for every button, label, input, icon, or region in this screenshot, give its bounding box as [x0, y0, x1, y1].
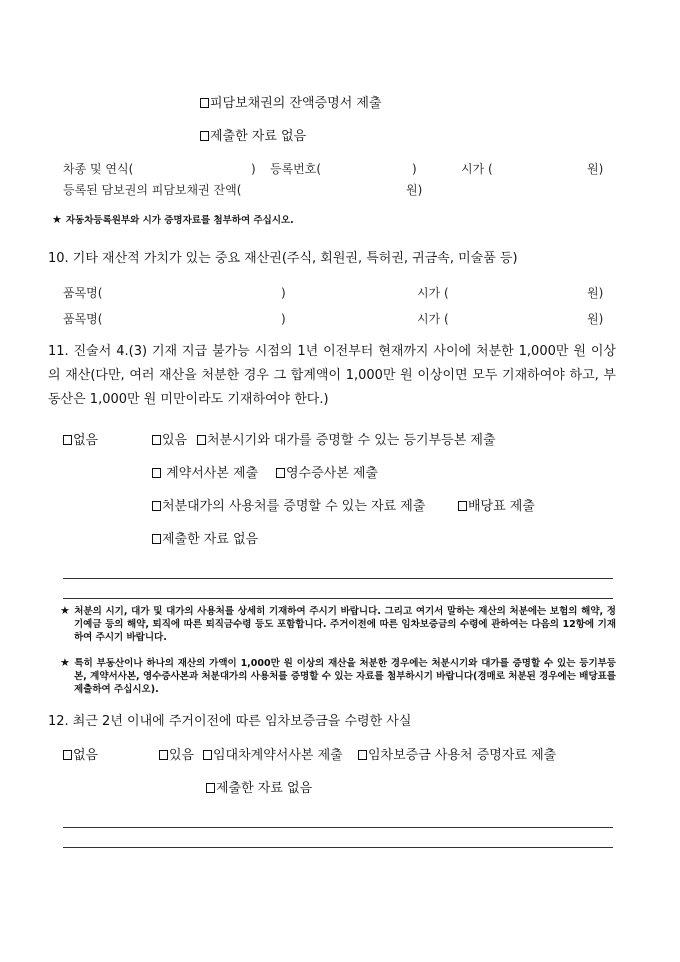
checkbox-icon[interactable] — [152, 534, 161, 544]
label-car-type-year: 차종 및 연식( — [63, 162, 134, 176]
checkbox-icon[interactable] — [152, 468, 161, 478]
star-icon: ★ — [60, 604, 71, 617]
option-no-document-top[interactable]: 제출한 자료 없음 — [200, 129, 306, 145]
checkbox-icon[interactable] — [63, 435, 72, 445]
option-none-11[interactable]: 없음 — [63, 433, 98, 449]
write-line[interactable] — [63, 578, 613, 579]
option-no-document-11[interactable]: 제출한 자료 없음 — [152, 532, 258, 548]
paren-close: ) — [412, 162, 417, 176]
section-10-heading: 10. 기타 재산적 가치가 있는 중요 재산권(주식, 회원권, 특허권, 귀금속, 미술품 등) — [48, 251, 518, 266]
checkbox-icon[interactable] — [63, 750, 72, 760]
note-real-estate-disposal: ★ 특히 부동산이나 하나의 재산의 가액이 1,000만 원 이상의 재산을 처분한 경우에는 처분시기와 대가를 증명할 수 있는 등기부등본, 계약서사본, 영수증사본과 처분대가의 사용처를 증명할 수 있는 자료를 첨부하시기 바랍니다(경매로 처분된 경우에는 배당표를 제출하여 주십시오). — [60, 656, 616, 695]
section-12-heading: 12. 최근 2년 이내에 주거이전에 따른 임차보증금을 수령한 사실 — [48, 714, 412, 729]
option-lease-contract[interactable]: 임대차계약서사본 제출 — [203, 748, 343, 764]
paren-close: ) — [281, 312, 286, 326]
write-line[interactable] — [63, 598, 613, 599]
label-registered-balance: 등록된 담보권의 피담보채권 잔액( — [63, 183, 242, 197]
label-won: 원) — [587, 312, 604, 326]
checkbox-icon[interactable] — [458, 501, 467, 511]
label-registration-number: 등록번호( — [270, 162, 322, 176]
option-distribution-table[interactable]: 배당표 제출 — [458, 499, 535, 515]
label-won: 원) — [587, 162, 604, 176]
label-won: 원) — [587, 286, 604, 300]
paren-close: ) — [281, 286, 286, 300]
write-line[interactable] — [63, 847, 613, 848]
section-11-heading: 11. 진술서 4.(3) 기재 지급 불가능 시점의 1년 이전부터 현재까지 사이에 처분한 1,000만 원 이상의 재산(다만, 여러 재산을 처분한 경우 그 합계액이 1,000만 원 이상이면 모두 기재하여야 하고, 부동산은 1,000만 원 미만이라도 기재하여야 한다.) — [48, 344, 616, 407]
label-item-name: 품목명( — [63, 312, 103, 326]
note-vehicle-attach: ★ 자동차등록원부와 시가 증명자료를 첨부하여 주십시오. — [52, 213, 294, 226]
label-market-price: 시가 ( — [461, 162, 493, 176]
option-balance-certificate[interactable]: 피담보채권의 잔액증명서 제출 — [200, 96, 382, 112]
checkbox-icon[interactable] — [159, 750, 168, 760]
label-market-price: 시가 ( — [417, 286, 449, 300]
label-market-price: 시가 ( — [417, 312, 449, 326]
option-deposit-usage[interactable]: 임차보증금 사용처 증명자료 제출 — [358, 748, 556, 764]
option-contract-copy[interactable]: 계약서사본 제출 — [152, 466, 258, 482]
option-none-12[interactable]: 없음 — [63, 748, 98, 764]
paren-close: ) — [251, 162, 256, 176]
label-won: 원) — [406, 183, 423, 197]
checkbox-icon[interactable] — [206, 783, 215, 793]
option-yes-11[interactable]: 있음 — [152, 433, 187, 449]
checkbox-icon[interactable] — [200, 131, 209, 141]
checkbox-icon[interactable] — [152, 435, 161, 445]
option-registry-copy[interactable]: 처분시기와 대가를 증명할 수 있는 등기부등본 제출 — [197, 433, 496, 449]
option-no-document-12[interactable]: 제출한 자료 없음 — [206, 781, 312, 797]
star-icon: ★ — [60, 656, 71, 669]
option-yes-12[interactable]: 있음 — [159, 748, 194, 764]
checkbox-icon[interactable] — [358, 750, 367, 760]
option-usage-proof[interactable]: 처분대가의 사용처를 증명할 수 있는 자료 제출 — [152, 499, 425, 515]
note-disposal-details: ★ 처분의 시기, 대가 및 대가의 사용처를 상세히 기재하여 주시기 바랍니다. 그리고 여기서 말하는 재산의 처분에는 보험의 해약, 정기예금 등의 해약, 퇴직에 따른 퇴직금수령 등도 포함합니다. 주거이전에 따른 임차보증금의 수령에 관하여는 다음의 12항에 기재하여 주시기 바랍니다. — [60, 604, 616, 643]
checkbox-icon[interactable] — [152, 501, 161, 511]
star-icon: ★ — [52, 213, 62, 226]
checkbox-icon[interactable] — [203, 750, 212, 760]
checkbox-icon[interactable] — [276, 468, 285, 478]
checkbox-icon[interactable] — [197, 435, 206, 445]
label-item-name: 품목명( — [63, 286, 103, 300]
option-receipt-copy[interactable]: 영수증사본 제출 — [276, 466, 378, 482]
checkbox-icon[interactable] — [200, 98, 209, 108]
write-line[interactable] — [63, 827, 613, 828]
